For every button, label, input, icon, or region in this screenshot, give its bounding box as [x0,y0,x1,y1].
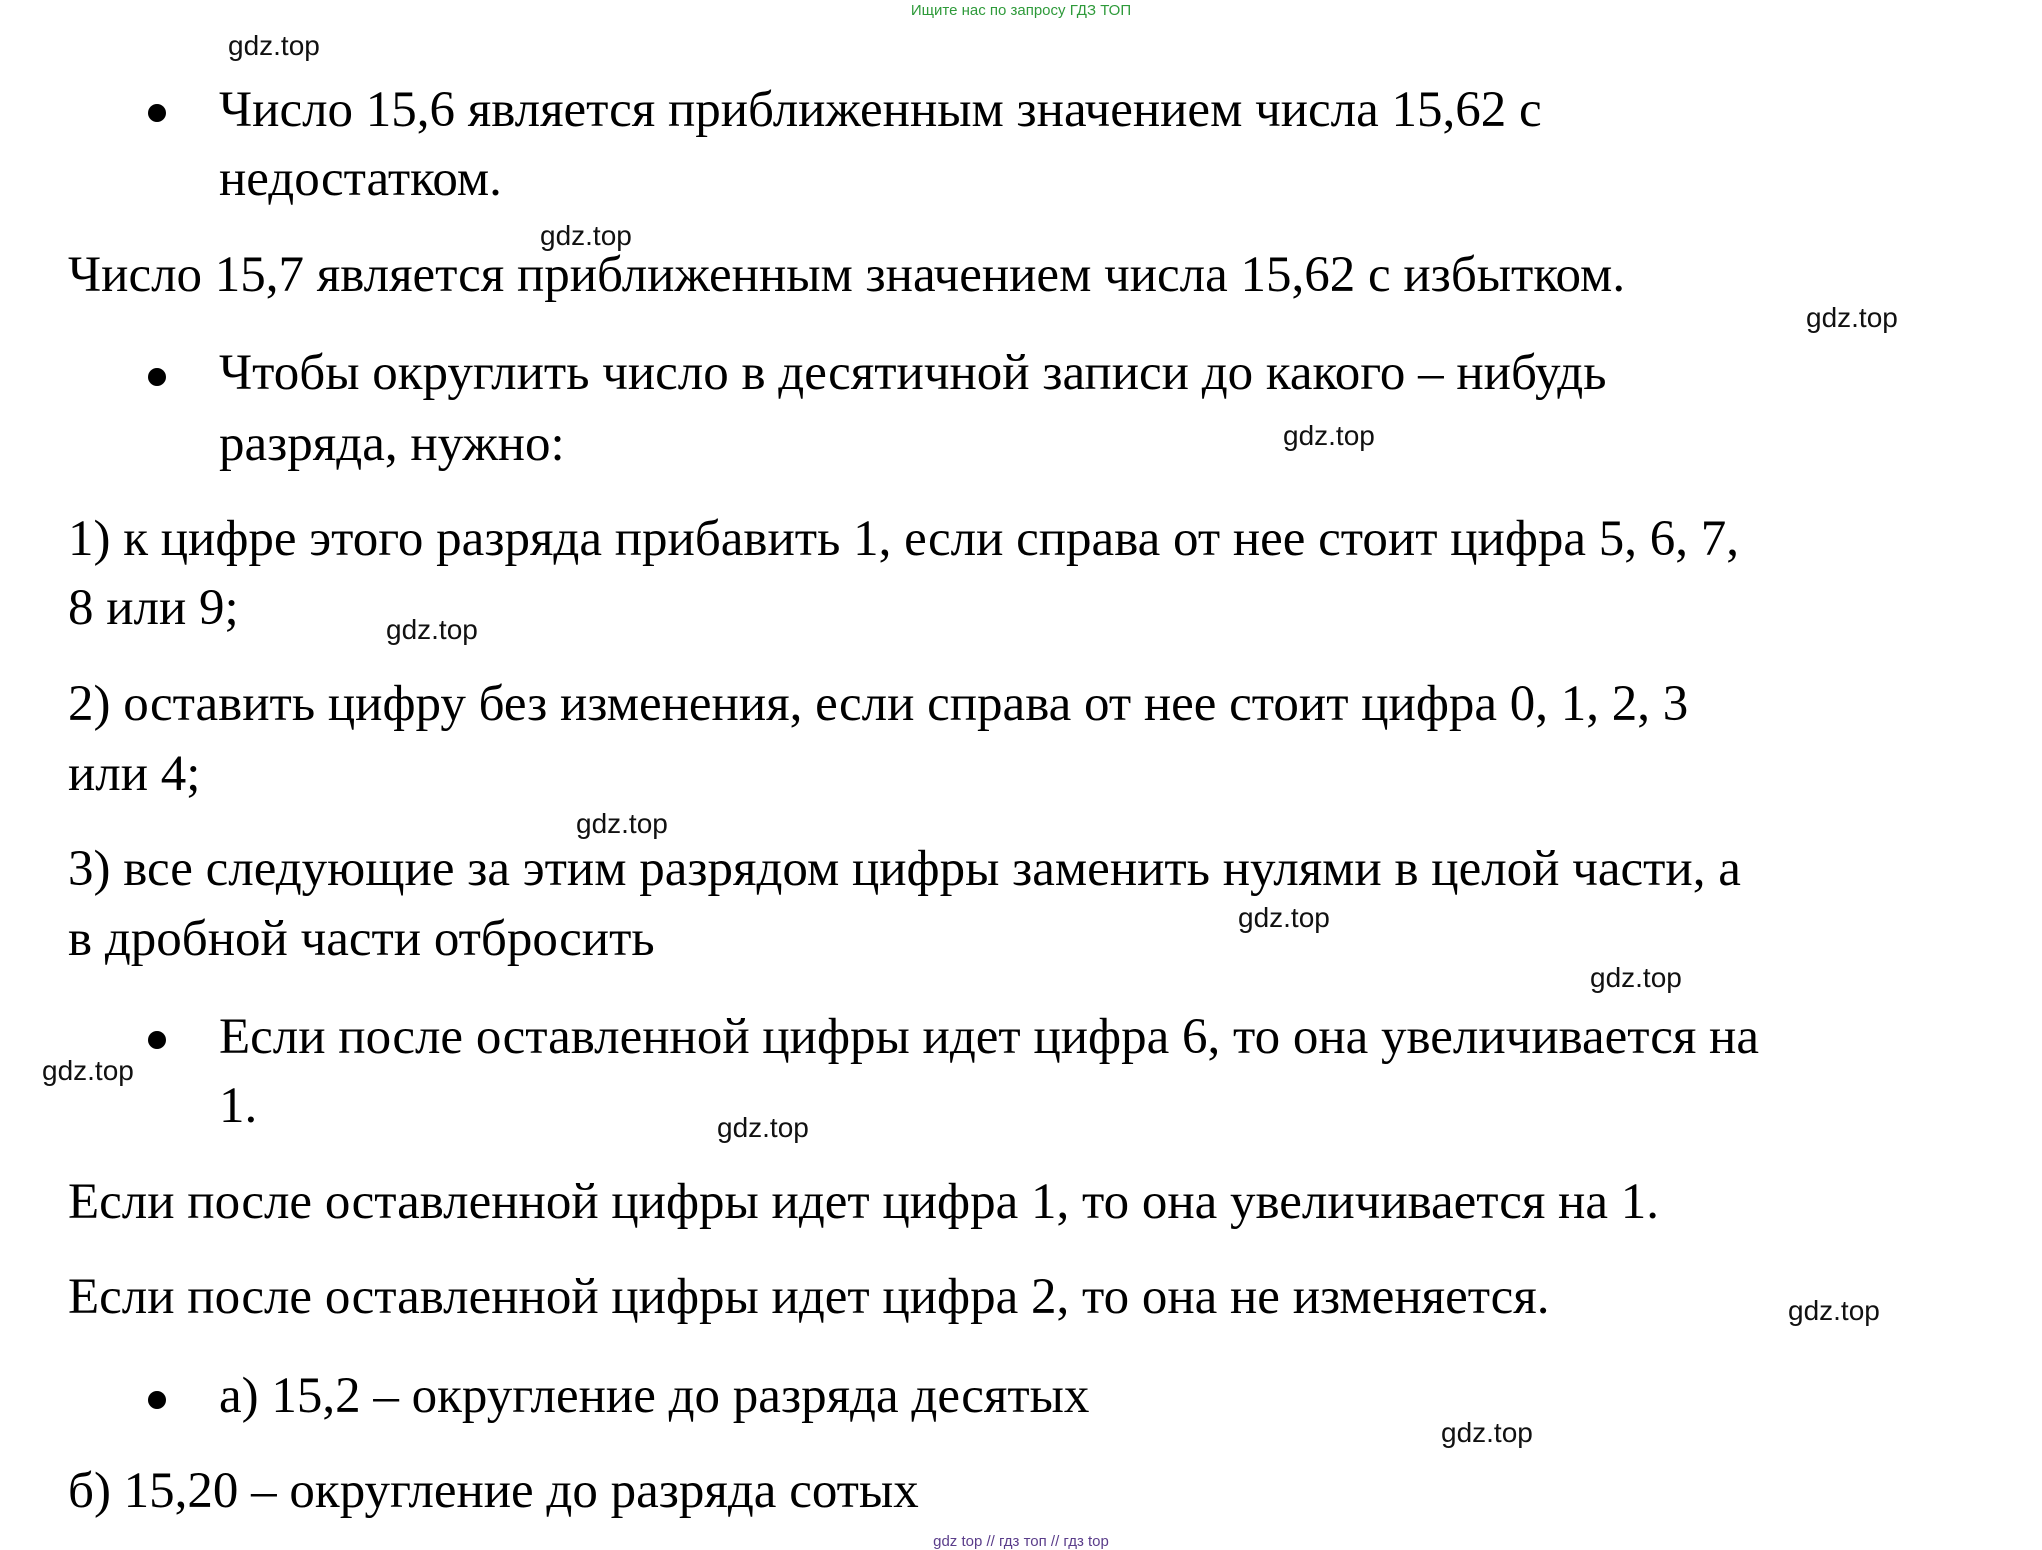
watermark: gdz.top [1788,1295,1880,1326]
paragraph-digit-1: Если после оставленной цифры идет цифра 1, то она увеличивается на 1. [68,1174,1659,1230]
bullet-2-line-1: Чтобы округлить число в десятичной записи до какого – нибудь [219,345,1607,401]
bullet-3-line-2: 1. [219,1078,258,1134]
footer-links: gdz top // гдз топ // гдз top [933,1533,1109,1550]
bullet-2-line-2: разряда, нужно: [219,416,565,472]
rule-3-line-1: 3) все следующие за этим разрядом цифры заменить нулями в целой части, а [68,841,1741,897]
watermark: gdz.top [386,614,478,645]
bullet-3-line-1: Если после оставленной цифры идет цифра 6, то она увеличивается на [219,1009,1759,1065]
bullet-icon [148,104,166,122]
watermark: gdz.top [1590,962,1682,993]
bullet-icon [148,1391,166,1409]
rule-2-line-2: или 4; [68,746,201,802]
watermark: gdz.top [717,1112,809,1143]
rule-1-line-1: 1) к цифре этого разряда прибавить 1, если справа от нее стоит цифра 5, 6, 7, [68,511,1740,567]
watermark: gdz.top [1238,902,1330,933]
bullet-1-line-1: Число 15,6 является приближенным значением числа 15,62 с [219,82,1542,138]
watermark: gdz.top [228,30,320,61]
watermark: gdz.top [1806,302,1898,333]
watermark: gdz.top [1441,1417,1533,1448]
answer-a: а) 15,2 – округление до разряда десятых [219,1368,1090,1424]
rule-1-line-2: 8 или 9; [68,580,239,636]
bullet-icon [148,368,166,386]
rule-2-line-1: 2) оставить цифру без изменения, если справа от нее стоит цифра 0, 1, 2, 3 [68,676,1689,732]
watermark: gdz.top [540,220,632,251]
watermark: gdz.top [42,1055,134,1086]
bullet-1-line-2: недостатком. [219,151,502,207]
paragraph-digit-2: Если после оставленной цифры идет цифра 2, то она не изменяется. [68,1269,1550,1325]
rule-3-line-2: в дробной части отбросить [68,911,655,967]
watermark: gdz.top [1283,420,1375,451]
bullet-icon [148,1031,166,1049]
watermark: gdz.top [576,808,668,839]
paragraph-excess: Число 15,7 является приближенным значением числа 15,62 с избытком. [68,247,1626,303]
answer-b: б) 15,20 – округление до разряда сотых [68,1463,919,1519]
search-hint-banner: Ищите нас по запросу ГДЗ ТОП [910,2,1132,19]
